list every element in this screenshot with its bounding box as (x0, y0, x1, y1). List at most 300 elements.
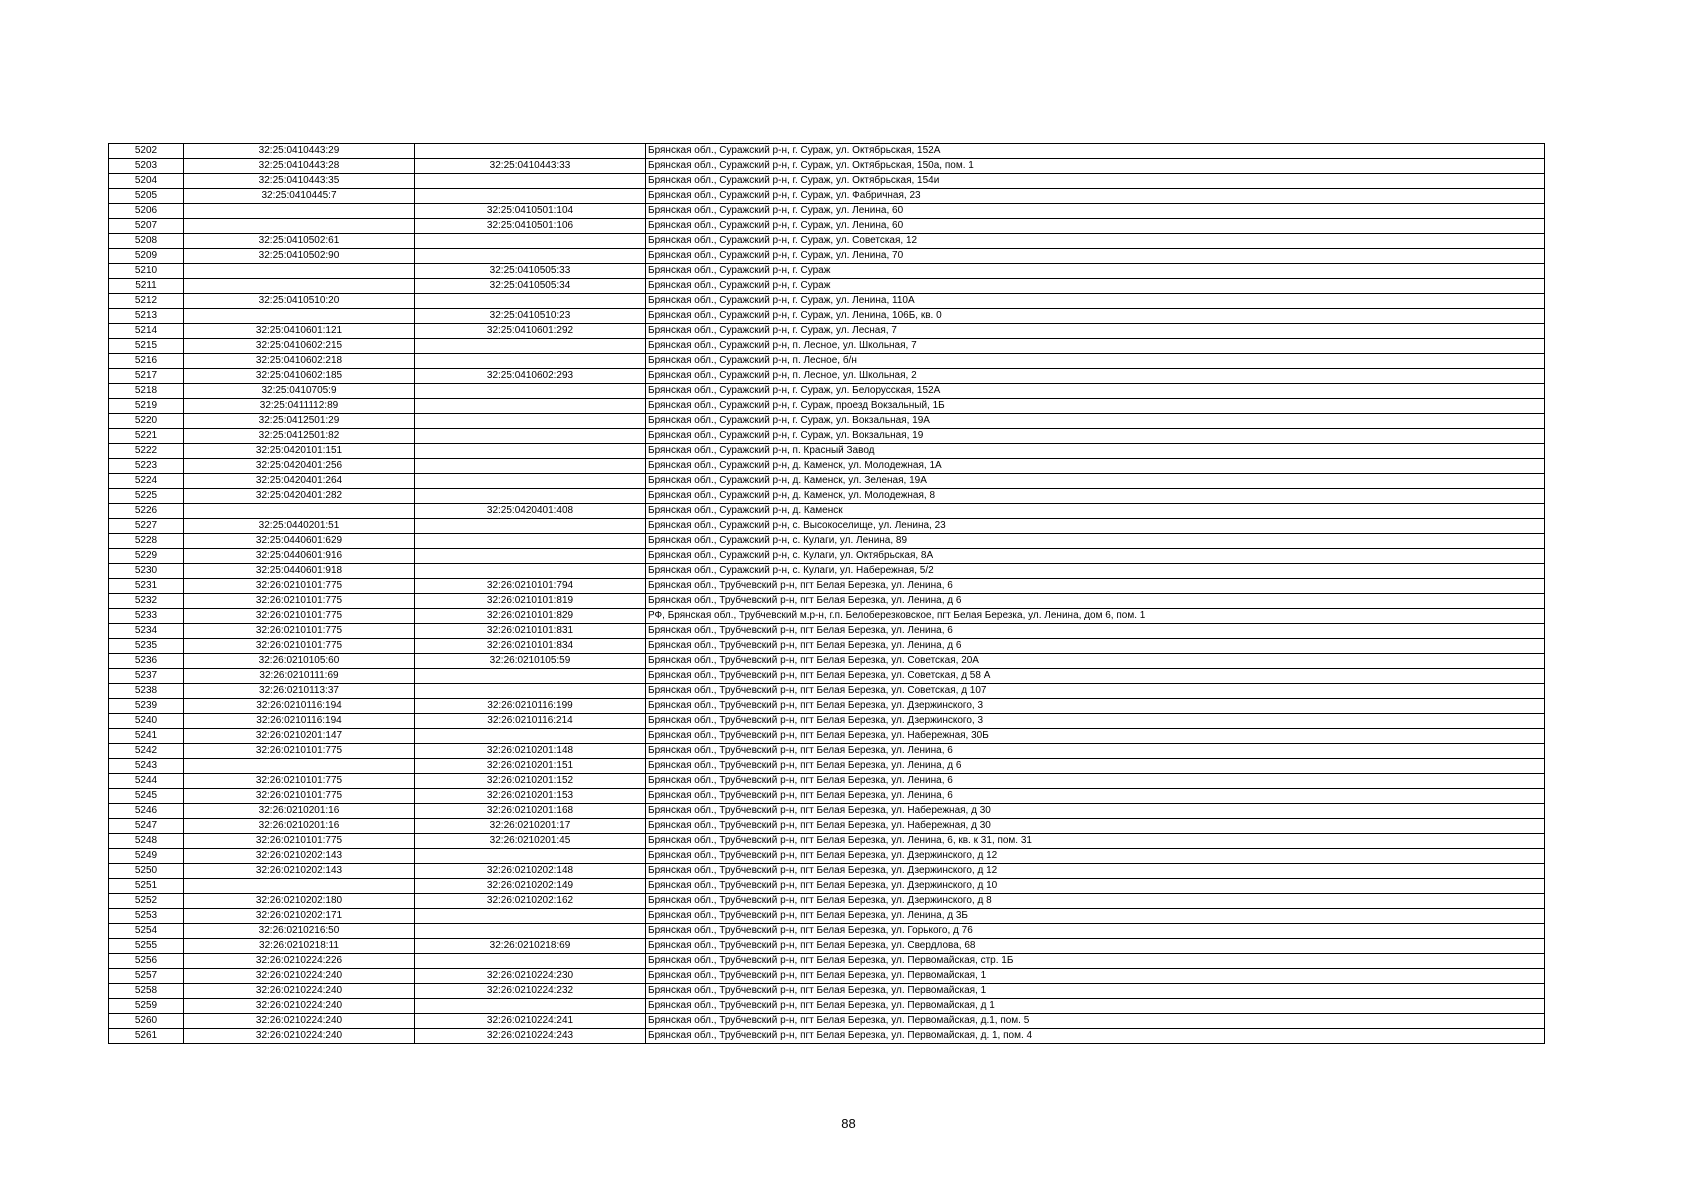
cadastral-number-cell: 32:25:0410502:61 (184, 234, 415, 249)
address-cell: Брянская обл., Трубчевский р-н, пгт Белая Березка, ул. Советская, 20А (646, 654, 1545, 669)
address-cell: Брянская обл., Суражский р-н, п. Красный Завод (646, 444, 1545, 459)
address-cell: Брянская обл., Трубчевский р-н, пгт Белая Березка, ул. Ленина, 6 (646, 789, 1545, 804)
related-cadastral-number-cell (415, 339, 646, 354)
related-cadastral-number-cell: 32:26:0210202:149 (415, 879, 646, 894)
table-row (109, 984, 1545, 999)
row-number-cell: 5251 (109, 879, 184, 894)
cadastral-number-cell: 32:25:0420101:151 (184, 444, 415, 459)
table-row (109, 384, 1545, 399)
cadastral-number-cell: 32:25:0410502:90 (184, 249, 415, 264)
table-row (109, 414, 1545, 429)
address-cell: Брянская обл., Суражский р-н, г. Сураж, ул. Вокзальная, 19 (646, 429, 1545, 444)
table-row (109, 594, 1545, 609)
address-cell: Брянская обл., Трубчевский р-н, пгт Белая Березка, ул. Набережная, 30Б (646, 729, 1545, 744)
cadastral-number-cell (184, 264, 415, 279)
table-row (109, 849, 1545, 864)
related-cadastral-number-cell: 32:25:0420401:408 (415, 504, 646, 519)
row-number-cell: 5221 (109, 429, 184, 444)
row-number-cell: 5217 (109, 369, 184, 384)
table-row (109, 279, 1545, 294)
address-cell: Брянская обл., Трубчевский р-н, пгт Белая Березка, ул. Дзержинского, 3 (646, 714, 1545, 729)
table-row (109, 309, 1545, 324)
cadastral-number-cell: 32:26:0210201:16 (184, 804, 415, 819)
related-cadastral-number-cell: 32:26:0210224:230 (415, 969, 646, 984)
cadastral-number-cell: 32:25:0410443:35 (184, 174, 415, 189)
related-cadastral-number-cell: 32:25:0410602:293 (415, 369, 646, 384)
cadastral-number-cell: 32:26:0210113:37 (184, 684, 415, 699)
table-row (109, 219, 1545, 234)
cadastral-number-cell (184, 504, 415, 519)
table-row (109, 549, 1545, 564)
row-number-cell: 5204 (109, 174, 184, 189)
table-row (109, 759, 1545, 774)
address-cell: Брянская обл., Трубчевский р-н, пгт Белая Березка, ул. Первомайская, д. 1, пом. 4 (646, 1029, 1545, 1044)
address-cell: Брянская обл., Суражский р-н, г. Сураж, ул. Советская, 12 (646, 234, 1545, 249)
related-cadastral-number-cell (415, 249, 646, 264)
cadastral-number-cell: 32:26:0210224:226 (184, 954, 415, 969)
related-cadastral-number-cell (415, 414, 646, 429)
row-number-cell: 5254 (109, 924, 184, 939)
address-cell: Брянская обл., Суражский р-н, г. Сураж, ул. Октябрьская, 152А (646, 144, 1545, 159)
related-cadastral-number-cell: 32:26:0210105:59 (415, 654, 646, 669)
cadastral-number-cell: 32:25:0420401:264 (184, 474, 415, 489)
related-cadastral-number-cell (415, 144, 646, 159)
address-cell: Брянская обл., Трубчевский р-н, пгт Белая Березка, ул. Свердлова, 68 (646, 939, 1545, 954)
cadastral-number-cell: 32:25:0412501:29 (184, 414, 415, 429)
table-row (109, 339, 1545, 354)
address-cell: Брянская обл., Трубчевский р-н, пгт Белая Березка, ул. Дзержинского, 3 (646, 699, 1545, 714)
related-cadastral-number-cell (415, 999, 646, 1014)
address-cell: Брянская обл., Трубчевский р-н, пгт Белая Березка, ул. Ленина, 6 (646, 579, 1545, 594)
cadastral-number-cell: 32:26:0210202:171 (184, 909, 415, 924)
cadastral-number-cell: 32:25:0410602:215 (184, 339, 415, 354)
row-number-cell: 5215 (109, 339, 184, 354)
address-cell: РФ, Брянская обл., Трубчевский м.р-н, г.п. Белоберезковское, пгт Белая Березка, ул. Ленина, дом 6, пом. 1 (646, 609, 1545, 624)
address-cell: Брянская обл., Трубчевский р-н, пгт Белая Березка, ул. Первомайская, д 1 (646, 999, 1545, 1014)
address-cell: Брянская обл., Трубчевский р-н, пгт Белая Березка, ул. Ленина, д 3Б (646, 909, 1545, 924)
table-row (109, 369, 1545, 384)
address-cell: Брянская обл., Суражский р-н, г. Сураж, ул. Ленина, 106Б, кв. 0 (646, 309, 1545, 324)
address-cell: Брянская обл., Суражский р-н, п. Лесное, б/н (646, 354, 1545, 369)
row-number-cell: 5202 (109, 144, 184, 159)
row-number-cell: 5214 (109, 324, 184, 339)
row-number-cell: 5207 (109, 219, 184, 234)
related-cadastral-number-cell: 32:26:0210116:214 (415, 714, 646, 729)
row-number-cell: 5222 (109, 444, 184, 459)
row-number-cell: 5261 (109, 1029, 184, 1044)
table-row (109, 819, 1545, 834)
address-cell: Брянская обл., Трубчевский р-н, пгт Белая Березка, ул. Советская, д 58 А (646, 669, 1545, 684)
table-row (109, 639, 1545, 654)
page-number: 88 (841, 1116, 856, 1131)
cadastral-number-cell: 32:26:0210216:50 (184, 924, 415, 939)
cadastral-number-cell: 32:25:0440601:918 (184, 564, 415, 579)
address-cell: Брянская обл., Трубчевский р-н, пгт Белая Березка, ул. Первомайская, 1 (646, 984, 1545, 999)
row-number-cell: 5236 (109, 654, 184, 669)
row-number-cell: 5220 (109, 414, 184, 429)
address-cell: Брянская обл., Суражский р-н, г. Сураж, ул. Ленина, 60 (646, 204, 1545, 219)
table-row (109, 789, 1545, 804)
address-cell: Брянская обл., Трубчевский р-н, пгт Белая Березка, ул. Первомайская, 1 (646, 969, 1545, 984)
row-number-cell: 5240 (109, 714, 184, 729)
cadastral-number-cell: 32:26:0210101:775 (184, 579, 415, 594)
address-cell: Брянская обл., Трубчевский р-н, пгт Белая Березка, ул. Дзержинского, д 8 (646, 894, 1545, 909)
cadastral-number-cell: 32:26:0210224:240 (184, 999, 415, 1014)
table-row (109, 744, 1545, 759)
related-cadastral-number-cell: 32:26:0210201:17 (415, 819, 646, 834)
related-cadastral-number-cell: 32:25:0410501:106 (415, 219, 646, 234)
table-row (109, 864, 1545, 879)
address-cell: Брянская обл., Суражский р-н, г. Сураж, ул. Фабричная, 23 (646, 189, 1545, 204)
address-cell: Брянская обл., Суражский р-н, г. Сураж, ул. Лесная, 7 (646, 324, 1545, 339)
table-row (109, 444, 1545, 459)
related-cadastral-number-cell: 32:25:0410601:292 (415, 324, 646, 339)
related-cadastral-number-cell (415, 669, 646, 684)
table-row (109, 669, 1545, 684)
table-row (109, 579, 1545, 594)
row-number-cell: 5218 (109, 384, 184, 399)
table-row (109, 924, 1545, 939)
row-number-cell: 5247 (109, 819, 184, 834)
address-cell: Брянская обл., Трубчевский р-н, пгт Белая Березка, ул. Ленина, д 6 (646, 594, 1545, 609)
address-cell: Брянская обл., Суражский р-н, д. Каменск, ул. Молодежная, 1А (646, 459, 1545, 474)
address-cell: Брянская обл., Суражский р-н, г. Сураж, ул. Ленина, 110А (646, 294, 1545, 309)
related-cadastral-number-cell (415, 519, 646, 534)
row-number-cell: 5259 (109, 999, 184, 1014)
related-cadastral-number-cell: 32:26:0210224:243 (415, 1029, 646, 1044)
cadastral-number-cell (184, 204, 415, 219)
cadastral-number-cell: 32:26:0210101:775 (184, 609, 415, 624)
address-cell: Брянская обл., Трубчевский р-н, пгт Белая Березка, ул. Ленина, 6 (646, 744, 1545, 759)
cadastral-number-cell: 32:25:0440601:629 (184, 534, 415, 549)
related-cadastral-number-cell (415, 549, 646, 564)
cadastral-number-cell (184, 279, 415, 294)
related-cadastral-number-cell (415, 684, 646, 699)
table-row (109, 534, 1545, 549)
cadastral-number-cell: 32:25:0410443:28 (184, 159, 415, 174)
related-cadastral-number-cell (415, 384, 646, 399)
related-cadastral-number-cell: 32:26:0210101:794 (415, 579, 646, 594)
cadastral-number-cell: 32:26:0210224:240 (184, 1014, 415, 1029)
cadastral-number-cell: 32:26:0210224:240 (184, 984, 415, 999)
table-row (109, 399, 1545, 414)
related-cadastral-number-cell (415, 189, 646, 204)
related-cadastral-number-cell (415, 474, 646, 489)
table-row (109, 324, 1545, 339)
related-cadastral-number-cell: 32:26:0210224:232 (415, 984, 646, 999)
address-cell: Брянская обл., Суражский р-н, д. Каменск (646, 504, 1545, 519)
cadastral-number-cell: 32:26:0210111:69 (184, 669, 415, 684)
related-cadastral-number-cell: 32:26:0210101:831 (415, 624, 646, 639)
row-number-cell: 5225 (109, 489, 184, 504)
table-row (109, 954, 1545, 969)
table-row (109, 939, 1545, 954)
cadastral-number-cell: 32:26:0210101:775 (184, 639, 415, 654)
row-number-cell: 5219 (109, 399, 184, 414)
related-cadastral-number-cell: 32:26:0210202:148 (415, 864, 646, 879)
table-row (109, 459, 1545, 474)
related-cadastral-number-cell: 32:26:0210218:69 (415, 939, 646, 954)
cadastral-number-cell: 32:25:0411112:89 (184, 399, 415, 414)
address-cell: Брянская обл., Трубчевский р-н, пгт Белая Березка, ул. Ленина, 6, кв. к 31, пом. 31 (646, 834, 1545, 849)
table-row (109, 969, 1545, 984)
row-number-cell: 5244 (109, 774, 184, 789)
row-number-cell: 5258 (109, 984, 184, 999)
row-number-cell: 5239 (109, 699, 184, 714)
cadastral-number-cell: 32:26:0210201:16 (184, 819, 415, 834)
row-number-cell: 5224 (109, 474, 184, 489)
address-cell: Брянская обл., Суражский р-н, д. Каменск, ул. Молодежная, 8 (646, 489, 1545, 504)
address-cell: Брянская обл., Суражский р-н, г. Сураж, ул. Вокзальная, 19А (646, 414, 1545, 429)
address-cell: Брянская обл., Суражский р-н, с. Кулаги, ул. Набережная, 5/2 (646, 564, 1545, 579)
table-row (109, 564, 1545, 579)
address-cell: Брянская обл., Суражский р-н, г. Сураж (646, 279, 1545, 294)
cadastral-number-cell: 32:26:0210101:775 (184, 789, 415, 804)
address-cell: Брянская обл., Суражский р-н, г. Сураж, ул. Ленина, 60 (646, 219, 1545, 234)
address-cell: Брянская обл., Суражский р-н, г. Сураж, ул. Октябрьская, 154и (646, 174, 1545, 189)
related-cadastral-number-cell: 32:25:0410505:33 (415, 264, 646, 279)
related-cadastral-number-cell (415, 444, 646, 459)
address-cell: Брянская обл., Трубчевский р-н, пгт Белая Березка, ул. Первомайская, стр. 1Б (646, 954, 1545, 969)
table-row (109, 1029, 1545, 1044)
row-number-cell: 5226 (109, 504, 184, 519)
row-number-cell: 5205 (109, 189, 184, 204)
table-row (109, 294, 1545, 309)
table-row (109, 354, 1545, 369)
related-cadastral-number-cell (415, 459, 646, 474)
cadastral-number-cell: 32:25:0410510:20 (184, 294, 415, 309)
table-row (109, 489, 1545, 504)
related-cadastral-number-cell (415, 234, 646, 249)
table-row (109, 774, 1545, 789)
table-row (109, 729, 1545, 744)
row-number-cell: 5231 (109, 579, 184, 594)
row-number-cell: 5256 (109, 954, 184, 969)
row-number-cell: 5248 (109, 834, 184, 849)
related-cadastral-number-cell: 32:26:0210201:168 (415, 804, 646, 819)
related-cadastral-number-cell (415, 849, 646, 864)
address-cell: Брянская обл., Трубчевский р-н, пгт Белая Березка, ул. Ленина, 6 (646, 774, 1545, 789)
table-row (109, 894, 1545, 909)
address-cell: Брянская обл., Суражский р-н, п. Лесное, ул. Школьная, 2 (646, 369, 1545, 384)
related-cadastral-number-cell: 32:26:0210201:152 (415, 774, 646, 789)
related-cadastral-number-cell (415, 909, 646, 924)
row-number-cell: 5257 (109, 969, 184, 984)
table-row (109, 624, 1545, 639)
row-number-cell: 5213 (109, 309, 184, 324)
row-number-cell: 5243 (109, 759, 184, 774)
address-cell: Брянская обл., Суражский р-н, г. Сураж, проезд Вокзальный, 1Б (646, 399, 1545, 414)
row-number-cell: 5237 (109, 669, 184, 684)
address-cell: Брянская обл., Трубчевский р-н, пгт Белая Березка, ул. Ленина, д 6 (646, 759, 1545, 774)
address-cell: Брянская обл., Суражский р-н, с. Кулаги, ул. Ленина, 89 (646, 534, 1545, 549)
cadastral-number-cell: 32:26:0210224:240 (184, 969, 415, 984)
cadastral-number-cell: 32:26:0210218:11 (184, 939, 415, 954)
table-row (109, 999, 1545, 1014)
table-row (109, 504, 1545, 519)
cadastral-number-cell: 32:25:0410443:29 (184, 144, 415, 159)
address-cell: Брянская обл., Суражский р-н, с. Высокоселище, ул. Ленина, 23 (646, 519, 1545, 534)
row-number-cell: 5234 (109, 624, 184, 639)
related-cadastral-number-cell (415, 489, 646, 504)
cadastral-number-cell: 32:26:0210101:775 (184, 594, 415, 609)
registry-table-body (109, 144, 1545, 1044)
address-cell: Брянская обл., Трубчевский р-н, пгт Белая Березка, ул. Набережная, д 30 (646, 819, 1545, 834)
cadastral-number-cell: 32:25:0410601:121 (184, 324, 415, 339)
row-number-cell: 5216 (109, 354, 184, 369)
address-cell: Брянская обл., Трубчевский р-н, пгт Белая Березка, ул. Дзержинского, д 12 (646, 864, 1545, 879)
row-number-cell: 5229 (109, 549, 184, 564)
address-cell: Брянская обл., Суражский р-н, п. Лесное, ул. Школьная, 7 (646, 339, 1545, 354)
address-cell: Брянская обл., Суражский р-н, г. Сураж, ул. Ленина, 70 (646, 249, 1545, 264)
cadastral-number-cell: 32:26:0210202:143 (184, 849, 415, 864)
address-cell: Брянская обл., Трубчевский р-н, пгт Белая Березка, ул. Дзержинского, д 12 (646, 849, 1545, 864)
row-number-cell: 5203 (109, 159, 184, 174)
row-number-cell: 5260 (109, 1014, 184, 1029)
related-cadastral-number-cell: 32:26:0210201:148 (415, 744, 646, 759)
row-number-cell: 5223 (109, 459, 184, 474)
table-row (109, 834, 1545, 849)
row-number-cell: 5253 (109, 909, 184, 924)
address-cell: Брянская обл., Суражский р-н, д. Каменск, ул. Зеленая, 19А (646, 474, 1545, 489)
row-number-cell: 5228 (109, 534, 184, 549)
cadastral-number-cell: 32:25:0410602:185 (184, 369, 415, 384)
table-row (109, 144, 1545, 159)
cadastral-number-cell: 32:26:0210202:143 (184, 864, 415, 879)
address-cell: Брянская обл., Суражский р-н, г. Сураж, ул. Белорусская, 152А (646, 384, 1545, 399)
table-row (109, 174, 1545, 189)
table-row (109, 159, 1545, 174)
related-cadastral-number-cell: 32:26:0210224:241 (415, 1014, 646, 1029)
address-cell: Брянская обл., Трубчевский р-н, пгт Белая Березка, ул. Ленина, 6 (646, 624, 1545, 639)
table-row (109, 1014, 1545, 1029)
row-number-cell: 5208 (109, 234, 184, 249)
cadastral-number-cell: 32:25:0420401:256 (184, 459, 415, 474)
related-cadastral-number-cell (415, 399, 646, 414)
related-cadastral-number-cell (415, 534, 646, 549)
row-number-cell: 5252 (109, 894, 184, 909)
related-cadastral-number-cell: 32:26:0210116:199 (415, 699, 646, 714)
address-cell: Брянская обл., Трубчевский р-н, пгт Белая Березка, ул. Первомайская, д.1, пом. 5 (646, 1014, 1545, 1029)
cadastral-number-cell: 32:26:0210101:775 (184, 774, 415, 789)
cadastral-number-cell (184, 759, 415, 774)
cadastral-number-cell (184, 219, 415, 234)
related-cadastral-number-cell (415, 564, 646, 579)
cadastral-number-cell: 32:25:0420401:282 (184, 489, 415, 504)
related-cadastral-number-cell: 32:26:0210201:153 (415, 789, 646, 804)
related-cadastral-number-cell (415, 729, 646, 744)
table-row (109, 519, 1545, 534)
table-row (109, 879, 1545, 894)
cadastral-number-cell: 32:25:0410602:218 (184, 354, 415, 369)
cadastral-number-cell: 32:26:0210101:775 (184, 834, 415, 849)
cadastral-number-cell: 32:26:0210116:194 (184, 699, 415, 714)
related-cadastral-number-cell: 32:25:0410443:33 (415, 159, 646, 174)
table-row (109, 234, 1545, 249)
row-number-cell: 5249 (109, 849, 184, 864)
related-cadastral-number-cell: 32:26:0210101:819 (415, 594, 646, 609)
address-cell: Брянская обл., Суражский р-н, г. Сураж, ул. Октябрьская, 150а, пом. 1 (646, 159, 1545, 174)
table-row (109, 249, 1545, 264)
related-cadastral-number-cell (415, 354, 646, 369)
row-number-cell: 5230 (109, 564, 184, 579)
row-number-cell: 5241 (109, 729, 184, 744)
address-cell: Брянская обл., Трубчевский р-н, пгт Белая Березка, ул. Набережная, д 30 (646, 804, 1545, 819)
row-number-cell: 5238 (109, 684, 184, 699)
table-row (109, 699, 1545, 714)
row-number-cell: 5255 (109, 939, 184, 954)
related-cadastral-number-cell: 32:26:0210101:829 (415, 609, 646, 624)
related-cadastral-number-cell (415, 429, 646, 444)
row-number-cell: 5212 (109, 294, 184, 309)
related-cadastral-number-cell: 32:26:0210202:162 (415, 894, 646, 909)
table-row (109, 909, 1545, 924)
row-number-cell: 5245 (109, 789, 184, 804)
table-row (109, 609, 1545, 624)
table-row (109, 804, 1545, 819)
cadastral-number-cell: 32:26:0210224:240 (184, 1029, 415, 1044)
related-cadastral-number-cell (415, 294, 646, 309)
cadastral-number-cell: 32:25:0440601:916 (184, 549, 415, 564)
table-row (109, 714, 1545, 729)
cadastral-number-cell: 32:26:0210101:775 (184, 624, 415, 639)
registry-table (108, 143, 1545, 1044)
related-cadastral-number-cell: 32:25:0410510:23 (415, 309, 646, 324)
cadastral-number-cell: 32:26:0210201:147 (184, 729, 415, 744)
cadastral-number-cell: 32:26:0210101:775 (184, 744, 415, 759)
table-row (109, 474, 1545, 489)
table-row (109, 189, 1545, 204)
cadastral-number-cell: 32:26:0210116:194 (184, 714, 415, 729)
table-row (109, 204, 1545, 219)
table-row (109, 654, 1545, 669)
cadastral-number-cell (184, 309, 415, 324)
cadastral-number-cell: 32:26:0210105:60 (184, 654, 415, 669)
row-number-cell: 5209 (109, 249, 184, 264)
address-cell: Брянская обл., Суражский р-н, с. Кулаги, ул. Октябрьская, 8А (646, 549, 1545, 564)
row-number-cell: 5210 (109, 264, 184, 279)
address-cell: Брянская обл., Трубчевский р-н, пгт Белая Березка, ул. Дзержинского, д 10 (646, 879, 1545, 894)
cadastral-number-cell: 32:25:0410705:9 (184, 384, 415, 399)
table-row (109, 684, 1545, 699)
row-number-cell: 5250 (109, 864, 184, 879)
row-number-cell: 5242 (109, 744, 184, 759)
related-cadastral-number-cell (415, 924, 646, 939)
address-cell: Брянская обл., Трубчевский р-н, пгт Белая Березка, ул. Ленина, д 6 (646, 639, 1545, 654)
related-cadastral-number-cell: 32:25:0410505:34 (415, 279, 646, 294)
row-number-cell: 5235 (109, 639, 184, 654)
row-number-cell: 5246 (109, 804, 184, 819)
cadastral-number-cell: 32:25:0412501:82 (184, 429, 415, 444)
related-cadastral-number-cell (415, 954, 646, 969)
row-number-cell: 5227 (109, 519, 184, 534)
related-cadastral-number-cell (415, 174, 646, 189)
row-number-cell: 5232 (109, 594, 184, 609)
table-row (109, 264, 1545, 279)
address-cell: Брянская обл., Трубчевский р-н, пгт Белая Березка, ул. Советская, д 107 (646, 684, 1545, 699)
related-cadastral-number-cell: 32:26:0210201:151 (415, 759, 646, 774)
related-cadastral-number-cell: 32:26:0210201:45 (415, 834, 646, 849)
cadastral-number-cell: 32:25:0410445:7 (184, 189, 415, 204)
address-cell: Брянская обл., Суражский р-н, г. Сураж (646, 264, 1545, 279)
row-number-cell: 5211 (109, 279, 184, 294)
table-row (109, 429, 1545, 444)
related-cadastral-number-cell: 32:26:0210101:834 (415, 639, 646, 654)
related-cadastral-number-cell: 32:25:0410501:104 (415, 204, 646, 219)
address-cell: Брянская обл., Трубчевский р-н, пгт Белая Березка, ул. Горького, д 76 (646, 924, 1545, 939)
cadastral-number-cell: 32:25:0440201:51 (184, 519, 415, 534)
row-number-cell: 5206 (109, 204, 184, 219)
